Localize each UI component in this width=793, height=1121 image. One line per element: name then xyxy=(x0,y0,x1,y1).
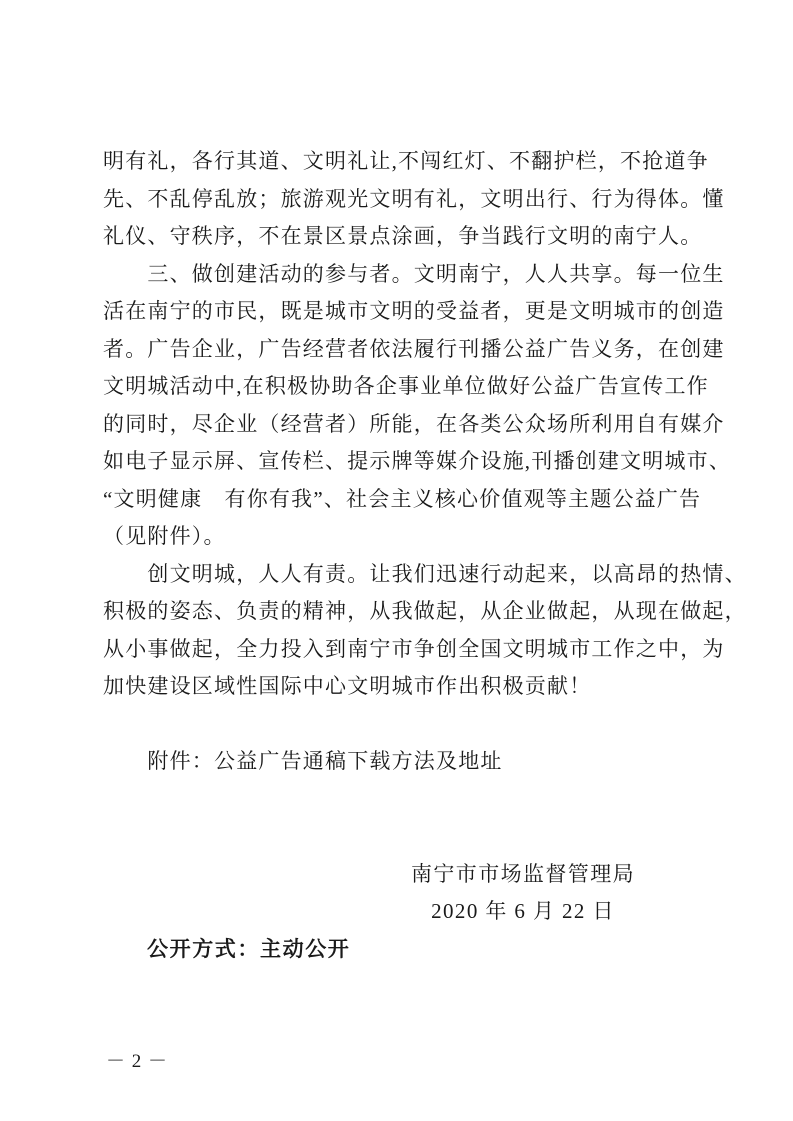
body-text-line: 先、不乱停乱放；旅游观光文明有礼，文明出行、行为得体。懂 xyxy=(103,186,725,211)
body-text-line: 文明城活动中,在积极协助各企事业单位做好公益广告宣传工作 xyxy=(103,374,709,398)
page-number: － 2 － xyxy=(106,1051,169,1072)
body-text-line: 三、做创建活动的参与者。文明南宁，人人共享。每一位生 xyxy=(103,261,725,286)
body-text-line: 者。广告企业，广告经营者依法履行刊播公益广告义务，在创建 xyxy=(103,336,725,361)
body-text-line: 积极的姿态、负责的精神，从我做起，从企业做起，从现在做起， xyxy=(103,599,747,623)
body-text-line: 加快建设区域性国际中心文明城市作出积极贡献！ xyxy=(103,674,592,698)
body-text-line: 活在南宁的市民，既是城市文明的受益者，更是文明城市的创造 xyxy=(103,299,725,323)
body-text-line: “文明健康 有你有我”、社会主义核心价值观等主题公益广告 xyxy=(103,486,702,511)
signature-organization: 南宁市市场监督管理局 xyxy=(411,861,635,886)
body-text-line: 如电子显示屏、宣传栏、提示牌等媒介设施,刊播创建文明城市、 xyxy=(103,449,732,473)
attachment-line: 附件：公益广告通稿下载方法及地址 xyxy=(103,749,503,773)
body-text-line: 的同时，尽企业（经营者）所能，在各类公众场所利用自有媒介 xyxy=(103,411,725,436)
signature-date: 2020 年 6 月 22 日 xyxy=(431,899,615,923)
signature-spacer xyxy=(103,781,733,856)
signature-block xyxy=(313,856,733,931)
document-body xyxy=(103,143,747,706)
body-text-line: 明有礼，各行其道、文明礼让,不闯红灯、不翻护栏，不抢道争 xyxy=(103,149,709,173)
body-text-line: 礼仪、守秩序，不在景区景点涂画，争当践行文明的南宁人。 xyxy=(103,224,703,248)
body-text-line: （见附件）。 xyxy=(103,524,226,548)
publish-method: 公开方式：主动公开 xyxy=(147,937,351,961)
footer-spacer xyxy=(103,968,733,1043)
paragraph-spacer xyxy=(103,706,733,744)
body-text-line: 从小事做起，全力投入到南宁市争创全国文明城市工作之中，为 xyxy=(103,636,725,661)
body-text-line: 创文明城，人人有责。让我们迅速行动起来，以高昂的热情、 xyxy=(103,561,747,586)
